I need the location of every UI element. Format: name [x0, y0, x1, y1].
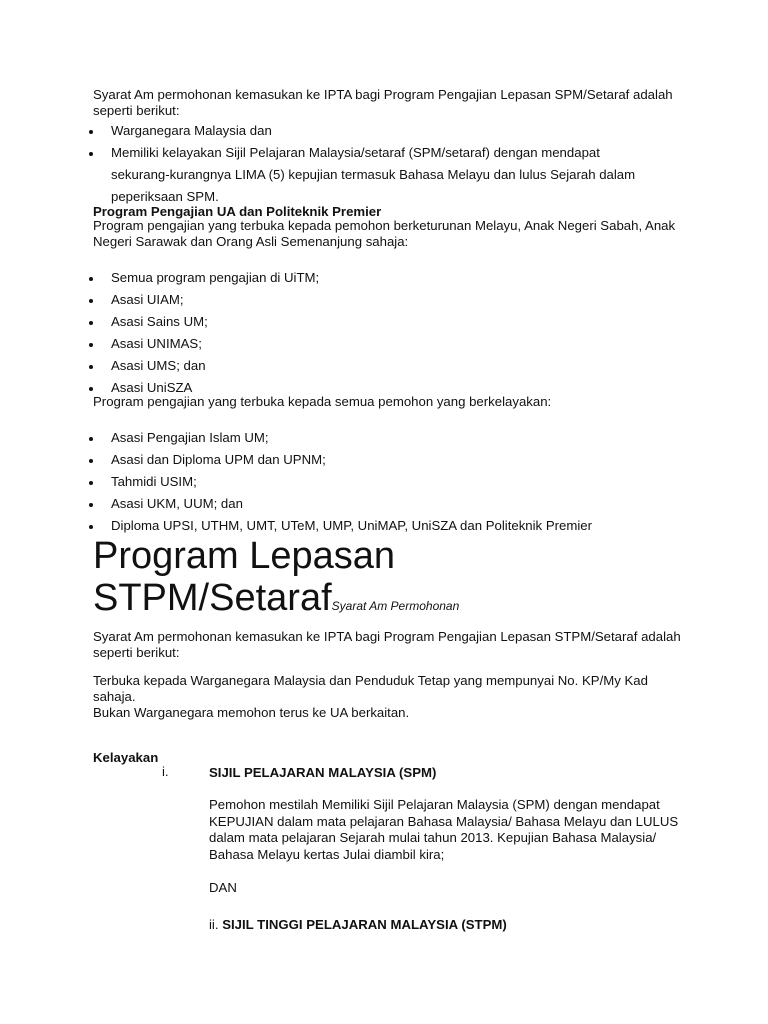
stpm-title-subtitle: Syarat Am Permohonan [331, 599, 460, 613]
stpm-title-line1: Program Lepasan [93, 535, 396, 577]
list-item: Warganegara Malaysia dan [93, 123, 693, 145]
spm-requirement-list [93, 123, 693, 167]
kelayakan-item2 [209, 917, 679, 933]
list-item: Memiliki kelayakan Sijil Pelajaran Malaysia/setaraf (SPM/setaraf) dengan mendapat [93, 145, 693, 167]
stpm-title-line2 [93, 578, 693, 626]
list-item: Asasi Sains UM; [93, 314, 693, 336]
ua-section-description: Program pengajian yang terbuka kepada pemohon berketurunan Melayu, Anak Negeri Sabah, Anak Negeri Sarawak dan Orang Asli Semenanjung sahaja: [93, 218, 676, 249]
list-item: Asasi UKM, UUM; dan [93, 496, 693, 518]
list-item: Tahmidi USIM; [93, 474, 693, 496]
stpm-intro-paragraph: Syarat Am permohonan kemasukan ke IPTA bagi Program Pengajian Lepasan STPM/Setaraf adalah seperti berikut: [93, 629, 681, 660]
kelayakan-item1-body: Pemohon mestilah Memiliki Sijil Pelajaran Malaysia (SPM) dengan mendapat KEPUJIAN dalam mata pelajaran Bahasa Malaysia/ Bahasa Melayu dan LULUS dalam mata pelajaran Sejarah mulai tahun 2013. Kepujian Bahasa Malaysia/ Bahasa Melayu kertas Julai diambil kira; [209, 797, 679, 862]
kelayakan-and: DAN [209, 880, 237, 895]
list-item-continuation: peperiksaan SPM. [111, 189, 219, 204]
list-item: Diploma UPSI, UTHM, UMT, UTeM, UMP, UniMAP, UniSZA dan Politeknik Premier [93, 518, 693, 540]
kelayakan-heading: Kelayakan [93, 750, 159, 765]
list-item: Asasi UniSZA [93, 380, 693, 402]
stpm-non-citizen-note: Bukan Warganegara memohon terus ke UA berkaitan. [93, 705, 410, 720]
list-item: Asasi UNIMAS; [93, 336, 693, 358]
list-item: Semua program pengajian di UiTM; [93, 270, 693, 292]
list-item: Asasi dan Diploma UPM dan UPNM; [93, 452, 693, 474]
kelayakan-item1-number: i. [162, 764, 169, 779]
open-program-list [93, 430, 693, 540]
list-item: Asasi UIAM; [93, 292, 693, 314]
stpm-open-to-paragraph: Terbuka kepada Warganegara Malaysia dan Penduduk Tetap yang mempunyai No. KP/My Kad sahaja. [93, 673, 648, 704]
intro-paragraph: Syarat Am permohonan kemasukan ke IPTA bagi Program Pengajian Lepasan SPM/Setaraf adalah seperti berikut: [93, 87, 673, 118]
ua-section-heading: Program Pengajian UA dan Politeknik Premier [93, 204, 382, 219]
list-item: Asasi UMS; dan [93, 358, 693, 380]
kelayakan-item1-title: SIJIL PELAJARAN MALAYSIA (SPM) [209, 765, 437, 780]
open-programs-description: Program pengajian yang terbuka kepada semua pemohon yang berkelayakan: [93, 394, 552, 409]
kelayakan-item2-number: ii. [209, 917, 219, 932]
kelayakan-item2-title: SIJIL TINGGI PELAJARAN MALAYSIA (STPM) [222, 917, 507, 932]
list-item-continuation: sekurang-kurangnya LIMA (5) kepujian termasuk Bahasa Melayu dan lulus Sejarah dalam [111, 167, 636, 182]
list-item: Asasi Pengajian Islam UM; [93, 430, 693, 452]
bumiputera-program-list [93, 270, 693, 402]
stpm-title-main: STPM/Setaraf [93, 577, 332, 619]
